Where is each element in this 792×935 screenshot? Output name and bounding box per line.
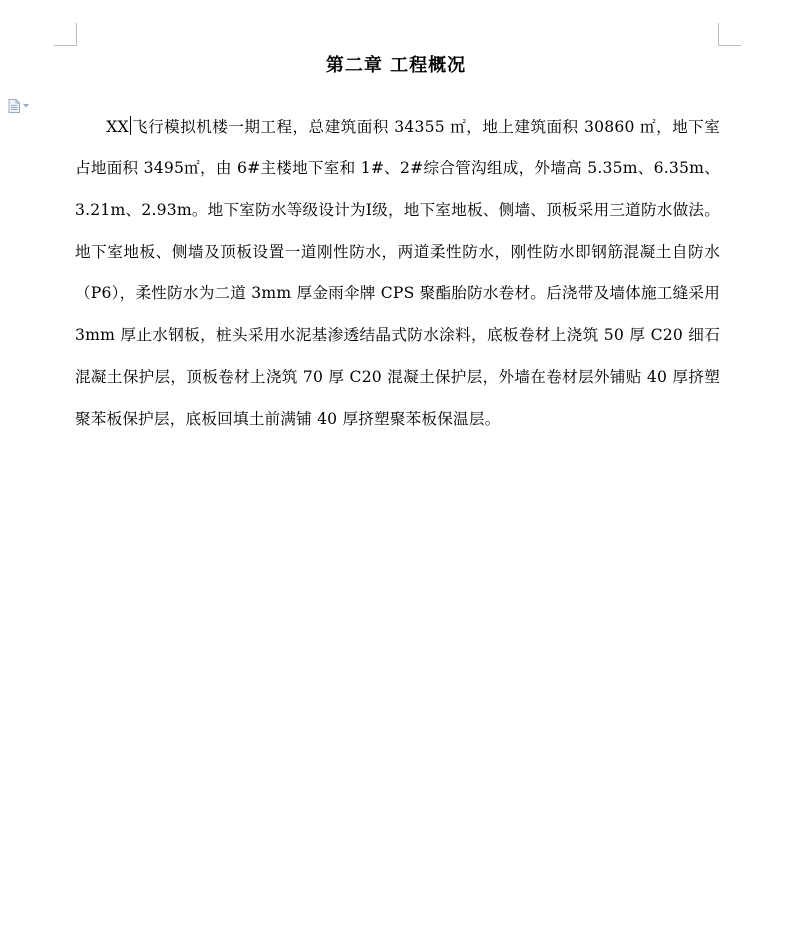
page-corner-mark-top-left [54, 23, 77, 46]
paragraph-lead-text: XX [106, 117, 129, 136]
chapter-title: 第二章 工程概况 [325, 55, 467, 76]
page-corner-mark-top-right [718, 23, 741, 46]
text-cursor [130, 116, 131, 135]
body-paragraph[interactable] [75, 107, 720, 441]
document-icon [8, 99, 20, 113]
chevron-down-icon [23, 104, 29, 108]
paragraph-menu-button[interactable] [8, 99, 34, 113]
paragraph-main-text: 飞行模拟机楼一期工程，总建筑面积 34355 ㎡，地上建筑面积 30860 ㎡，地下室占地面积 3495㎡，由 6#主楼地下室和 1#、2#综合管沟组成，外墙高 5.35m、6.35m、3.21m、2.93m。地下室防水等级设计为Ⅰ级，地下室地板、侧墙、顶板采用三道防水做法。地下室地板、侧墙及顶板设置一道刚性防水，两道柔性防水，刚性防水即钢筋混凝土自防水（P6），柔性防水为二道 3mm 厚金雨伞牌 CPS 聚酯胎防水卷材。后浇带及墙体施工缝采用 3mm 厚止水钢板，桩头采用水泥基渗透结晶式防水涂料，底板卷材上浇筑 50 厚 C20 细石混凝土保护层，顶板卷材上浇筑 70 厚 C20 混凝土保护层，外墙在卷材层外铺贴 40 厚挤塑聚苯板保护层，底板回填土前满铺 40 厚挤塑聚苯板保温层。 [75, 117, 720, 428]
